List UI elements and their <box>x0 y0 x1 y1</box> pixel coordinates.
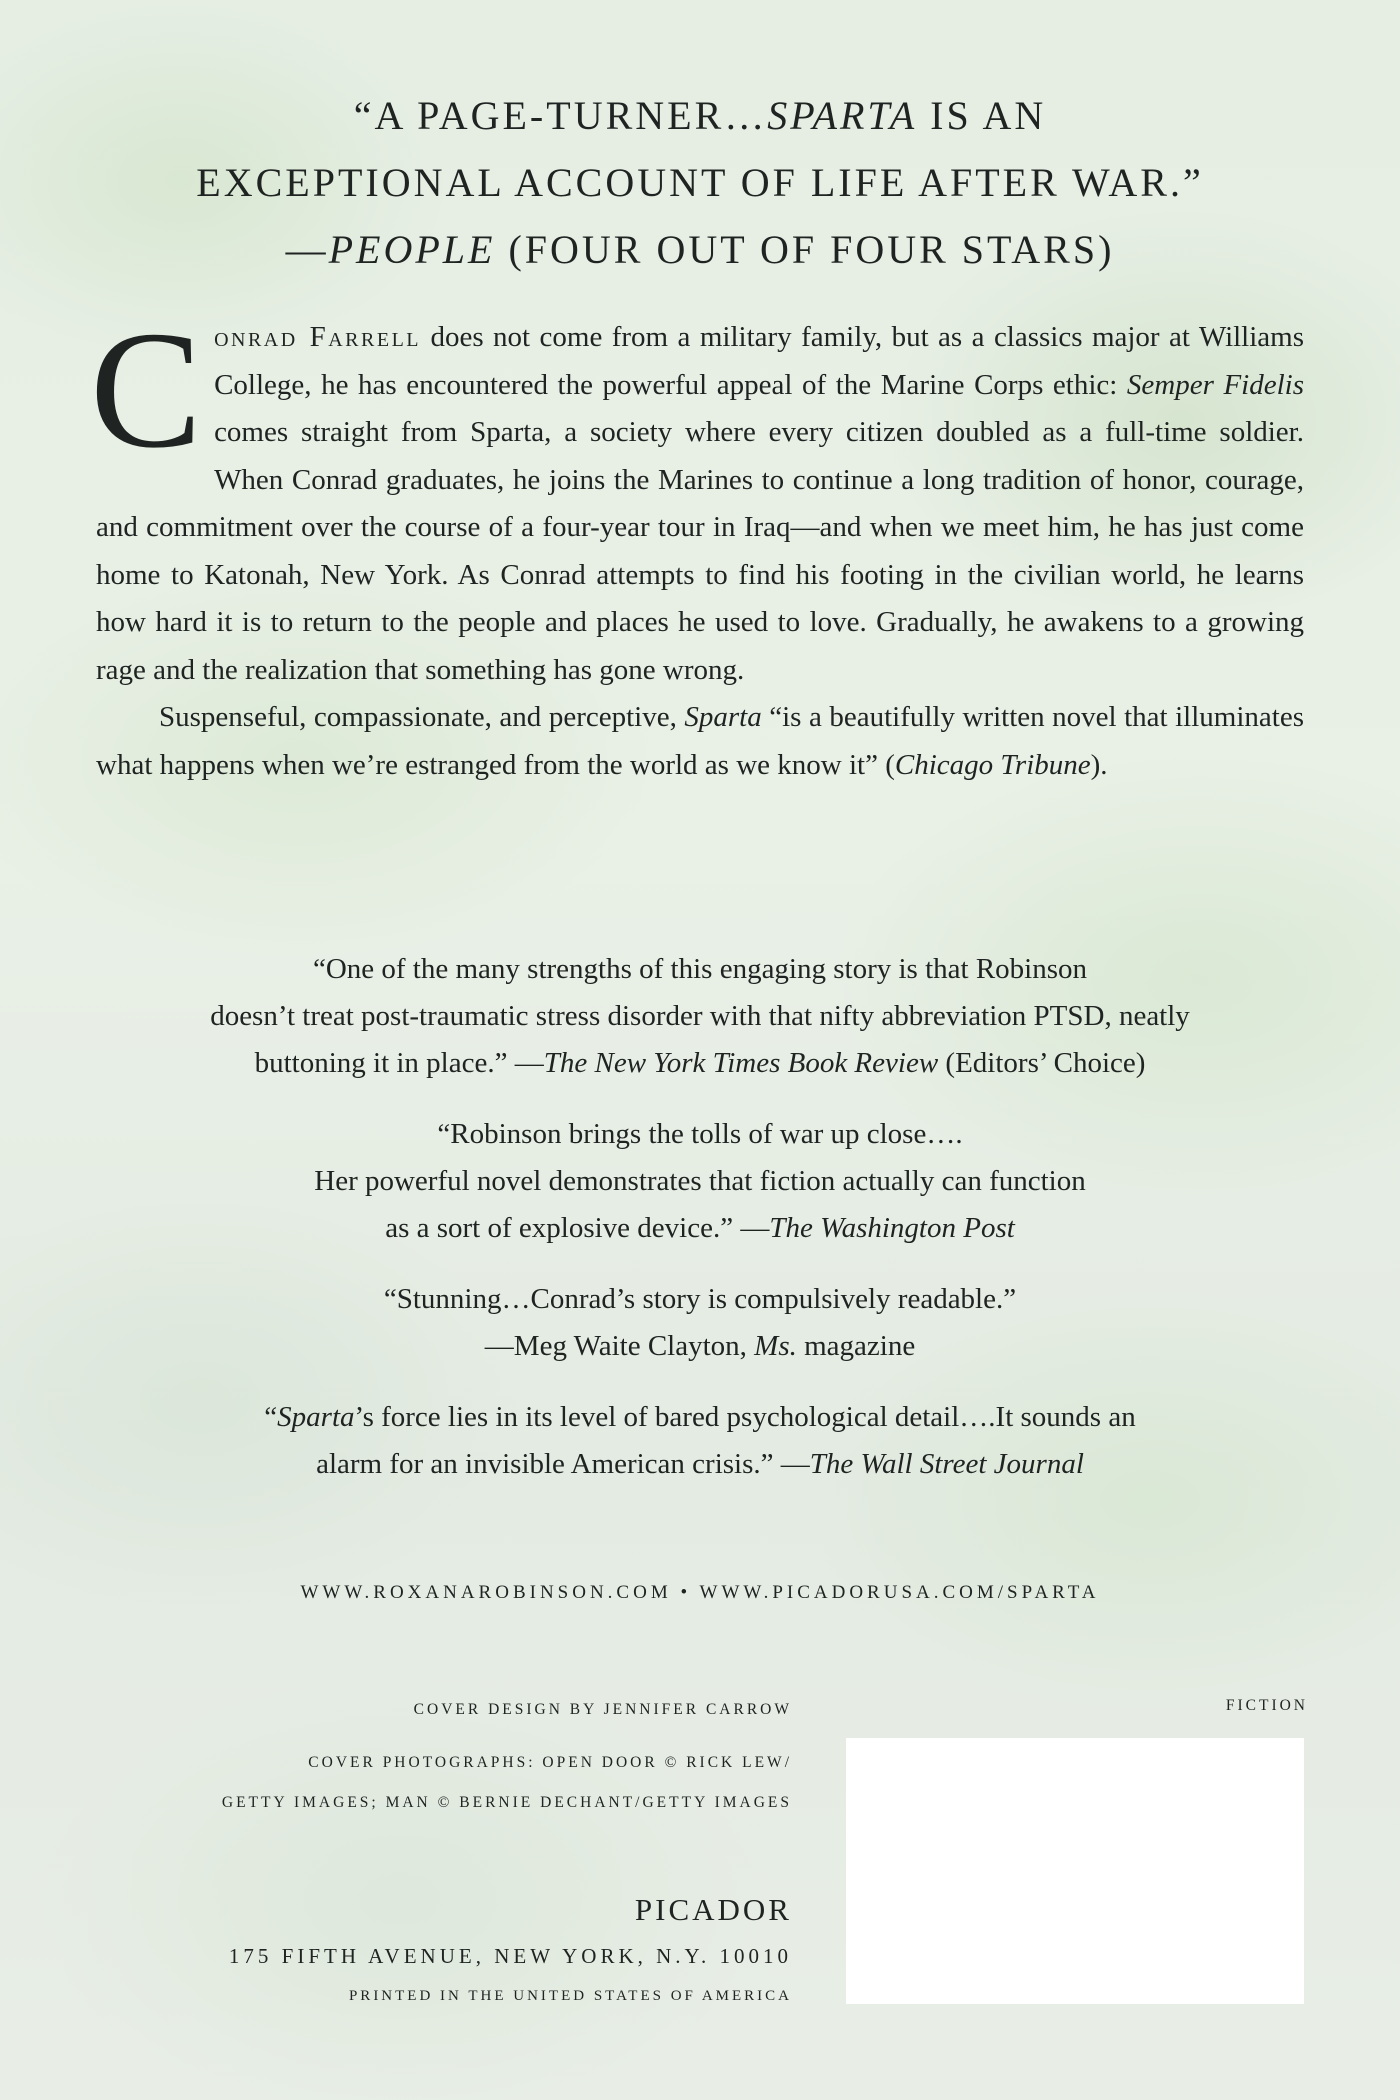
review-text: magazine <box>796 1330 916 1362</box>
photo-credit-line: GETTY IMAGES; MAN © BERNIE DECHANT/GETTY IMAGES <box>221 1794 792 1811</box>
review-line <box>60 1441 1340 1488</box>
synopsis-book-title: Sparta <box>684 701 762 733</box>
review-source: The New York Times Book Review <box>543 1047 939 1079</box>
review-book-title: Sparta <box>277 1401 355 1433</box>
publisher-name: PICADOR <box>634 1892 792 1927</box>
synopsis-paragraph-1 <box>90 297 1305 694</box>
tagline-source: PEOPLE <box>328 227 496 272</box>
review-line: “Stunning…Conrad’s story is compulsively readable.” <box>383 1283 1017 1315</box>
printed-in-notice: PRINTED IN THE UNITED STATES OF AMERICA <box>348 1988 792 2004</box>
drop-cap: C <box>90 297 203 483</box>
barcode-area <box>846 1738 1304 2004</box>
review-text: (Editors’ Choice) <box>938 1047 1146 1079</box>
review-quotes <box>60 946 1340 1512</box>
review-line: Her powerful novel demonstrates that fiction actually can function <box>314 1165 1086 1197</box>
review-nyt <box>60 946 1340 1087</box>
synopsis-source: Chicago Tribune <box>894 748 1091 781</box>
synopsis-text: ). <box>1090 748 1108 781</box>
synopsis-motto: Semper Fidelis <box>1126 368 1305 401</box>
tagline-rating: (FOUR OUT OF FOUR STARS) <box>495 227 1115 272</box>
review-text: as a sort of explosive device.” — <box>385 1212 770 1244</box>
tagline-line-2: EXCEPTIONAL ACCOUNT OF LIFE AFTER WAR.” <box>196 160 1204 205</box>
review-wsj <box>60 1394 1340 1488</box>
review-text: —Meg Waite Clayton, <box>484 1330 755 1362</box>
tagline-quote <box>0 82 1400 283</box>
synopsis-text: Suspenseful, compassionate, and perceptive, <box>159 701 685 733</box>
synopsis-paragraph-2 <box>96 694 1304 789</box>
genre-label: FICTION <box>1225 1697 1308 1714</box>
website-links[interactable]: WWW.ROXANAROBINSON.COM • WWW.PICADORUSA.COM/SPARTA <box>300 1582 1100 1603</box>
review-source: Ms. <box>754 1330 797 1362</box>
review-line <box>60 1323 1340 1370</box>
review-line: “Robinson brings the tolls of war up close…. <box>437 1118 963 1150</box>
review-line <box>60 1040 1340 1087</box>
review-ms-magazine <box>60 1276 1340 1370</box>
synopsis <box>90 297 1305 789</box>
review-text: ’s force lies in its level of bared psychological detail….It sounds an <box>354 1401 1136 1433</box>
review-text: “ <box>264 1401 278 1433</box>
tagline-line-1 <box>0 82 1400 149</box>
review-line: “One of the many strengths of this engaging story is that Robinson <box>312 953 1088 985</box>
cover-design-credit: COVER DESIGN BY JENNIFER CARROW <box>413 1701 792 1718</box>
review-source: The Wall Street Journal <box>809 1448 1084 1480</box>
tagline-book-title: SPARTA <box>767 93 918 138</box>
publisher-address: 175 FIFTH AVENUE, NEW YORK, N.Y. 10010 <box>228 1944 792 1968</box>
synopsis-text: comes straight from Sparta, a society where every citizen doubled as a full-time soldier. When Conrad graduates, he joins the Marines to continue a long tradition of honor, courage, and commitment over the course of a four-year tour in Iraq—and when we meet him, he has just come home to Katonah, New York. As Conrad attempts to find his footing in the civilian world, he learns how hard it is to return to the people and places he used to love. Gradually, he awakens to a growing rage and the realization that something has gone wrong. <box>96 416 1304 686</box>
review-text: alarm for an invisible American crisis.” — <box>316 1448 810 1480</box>
cover-photo-credits <box>80 1743 792 1823</box>
tagline-dash: — <box>285 227 329 272</box>
review-line <box>60 1394 1340 1441</box>
tagline-line-3 <box>0 216 1400 283</box>
synopsis-text: “is a beautifully written novel that illuminates what happens when we’re estranged from the world as we know it” ( <box>96 701 1304 781</box>
review-source: The Washington Post <box>769 1212 1015 1244</box>
tagline-text: IS AN <box>917 93 1047 138</box>
photo-credit-line: COVER PHOTOGRAPHS: OPEN DOOR © RICK LEW/ <box>308 1754 792 1771</box>
synopsis-text: does not come from a military family, but as a classics major at Williams College, he has encountered the powerful appeal of the Marine Corps ethic: <box>214 321 1305 401</box>
protagonist-name: onrad Farrell <box>214 321 422 353</box>
tagline-text: “A PAGE-TURNER… <box>353 93 768 138</box>
review-line: doesn’t treat post-traumatic stress disorder with that nifty abbreviation PTSD, neatly <box>210 1000 1190 1032</box>
review-line <box>60 1205 1340 1252</box>
review-washington-post <box>60 1111 1340 1252</box>
review-text: buttoning it in place.” — <box>254 1047 544 1079</box>
